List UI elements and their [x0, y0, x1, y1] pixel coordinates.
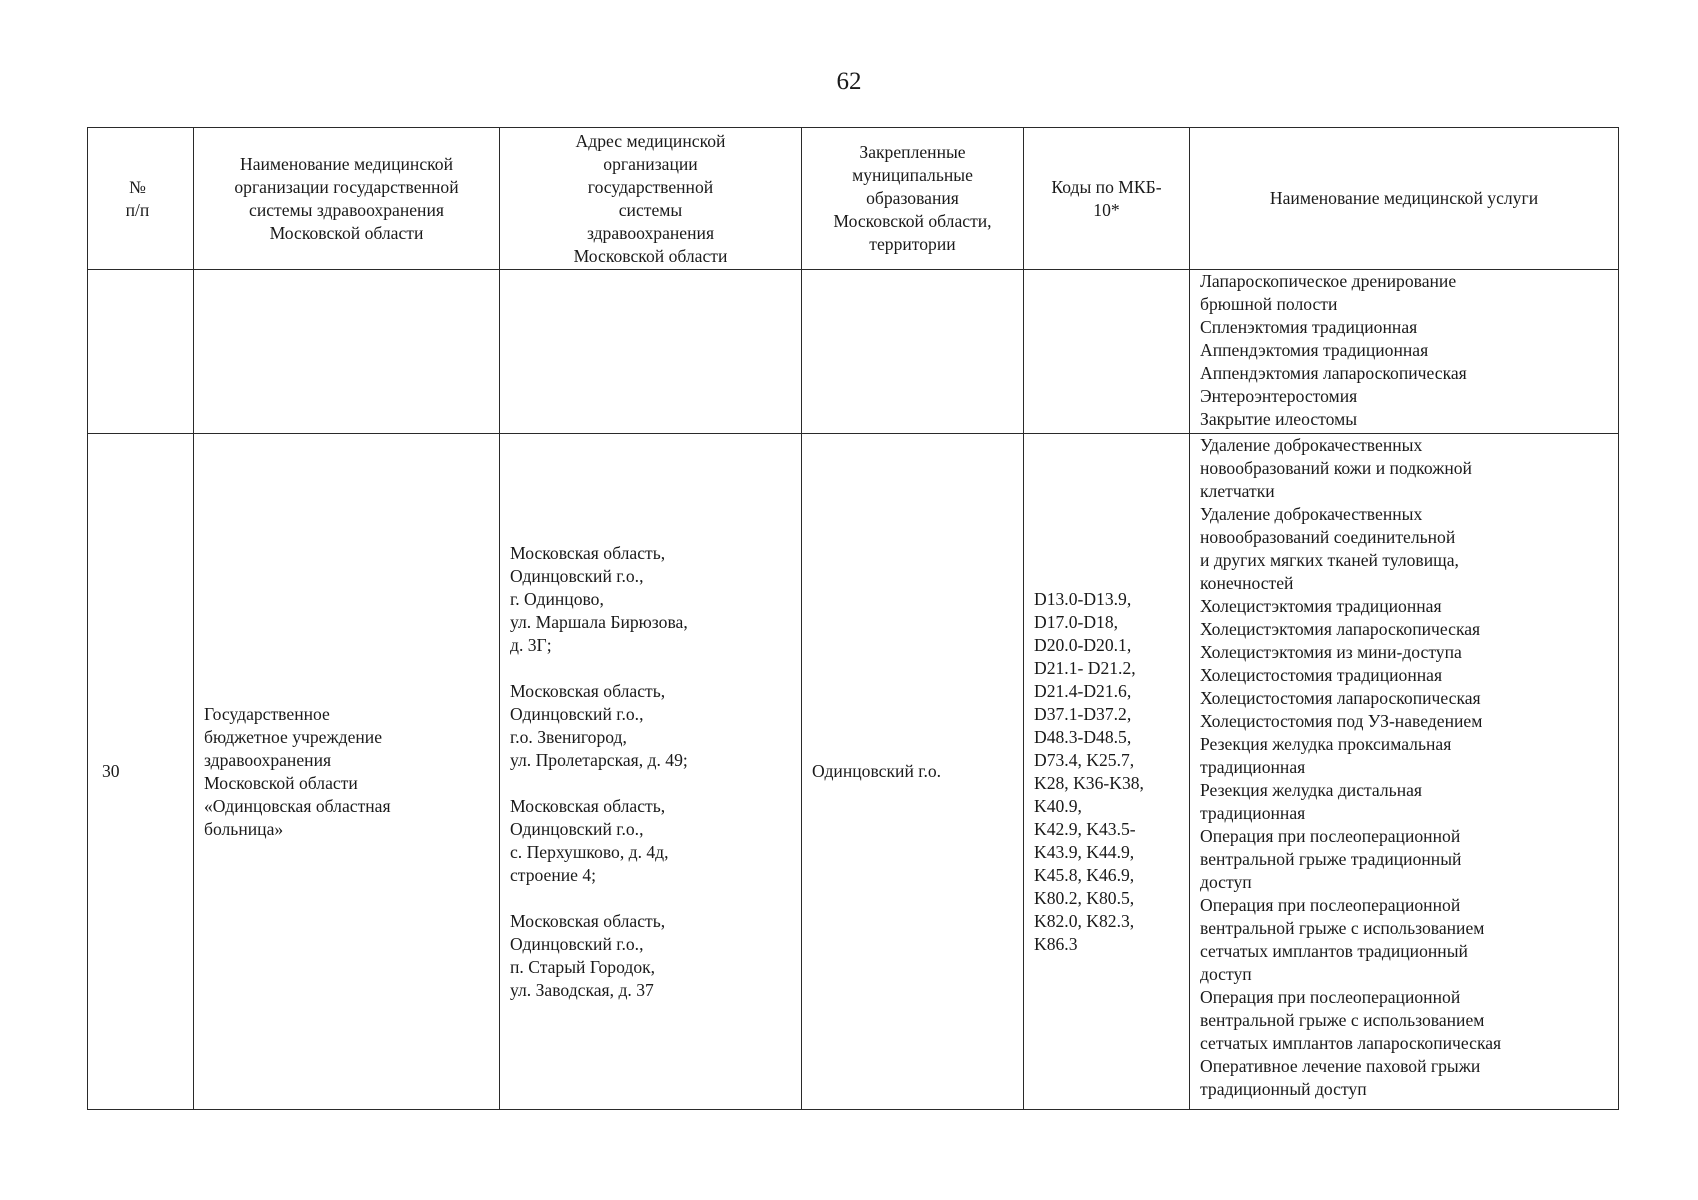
empty-cell: [802, 270, 1024, 434]
service-line: Холецистостомия лапароскопическая: [1200, 688, 1481, 708]
address-cell: [500, 434, 802, 1110]
service-line: Операция при послеоперационной: [1200, 987, 1461, 1007]
header-icd-codes: Коды по МКБ- 10*: [1024, 128, 1190, 270]
service-line: доступ: [1200, 964, 1252, 984]
organization-name: Государственное бюджетное учреждение здравоохранения Московской области «Одинцовская областная больница»: [204, 703, 391, 839]
service-line: сетчатых имплантов лапароскопическая: [1200, 1033, 1502, 1053]
service-line: и других мягких тканей туловища,: [1200, 550, 1459, 570]
address-entry: Московская область, Одинцовский г.о., г. Одинцово, ул. Маршала Бирюзова, д. 3Г;: [510, 542, 688, 655]
service-line: Удаление доброкачественных: [1200, 504, 1423, 524]
row-number: 30: [88, 434, 194, 1110]
service-line: клетчатки: [1200, 481, 1275, 501]
service-line: доступ: [1200, 872, 1252, 892]
service-line: Удаление доброкачественных: [1200, 435, 1423, 455]
header-organization: Наименование медицинской организации государственной системы здравоохранения Московской области: [194, 128, 500, 270]
service-line: вентральной грыже с использованием: [1200, 918, 1485, 938]
service-line: конечностей: [1200, 573, 1294, 593]
service-line: Холецистэктомия лапароскопическая: [1200, 619, 1481, 639]
service-line: брюшной полости: [1200, 294, 1338, 314]
service-line: новообразований кожи и подкожной: [1200, 458, 1472, 478]
service-line: сетчатых имплантов традиционный: [1200, 941, 1468, 961]
service-line: Аппендэктомия лапароскопическая: [1200, 363, 1467, 383]
service-line: Закрытие илеостомы: [1200, 409, 1358, 429]
address-entry: Московская область, Одинцовский г.о., г.о. Звенигород, ул. Пролетарская, д. 49;: [510, 680, 688, 770]
address-entry: Московская область, Одинцовский г.о., с. Перхушково, д. 4д, строение 4;: [510, 795, 669, 885]
service-line: Операция при послеоперационной: [1200, 895, 1461, 915]
service-line: Холецистостомия традиционная: [1200, 665, 1443, 685]
service-line: Холецистэктомия из мини-доступа: [1200, 642, 1462, 662]
service-line: новообразований соединительной: [1200, 527, 1456, 547]
icd-codes-cell: [1024, 434, 1190, 1110]
service-line: Спленэктомия традиционная: [1200, 317, 1418, 337]
empty-cell: [88, 270, 194, 434]
service-line: Энтероэнтеростомия: [1200, 386, 1358, 406]
table-header-row: [88, 128, 1619, 270]
services-table: [87, 127, 1619, 1110]
table-row: [88, 434, 1619, 1110]
service-line: Операция при послеоперационной: [1200, 826, 1461, 846]
header-address: Адрес медицинской организации государственной системы здравоохранения Московской области: [500, 128, 802, 270]
service-line: Резекция желудка дистальная: [1200, 780, 1423, 800]
service-line: Резекция желудка проксимальная: [1200, 734, 1452, 754]
service-line: традиционная: [1200, 803, 1306, 823]
header-municipality: Закрепленные муниципальные образования Московской области, территории: [802, 128, 1024, 270]
services-cell: [1190, 270, 1619, 434]
empty-cell: [194, 270, 500, 434]
header-service-name: Наименование медицинской услуги: [1190, 128, 1619, 270]
service-line: вентральной грыже традиционный: [1200, 849, 1462, 869]
service-line: Оперативное лечение паховой грыжи: [1200, 1056, 1481, 1076]
empty-cell: [500, 270, 802, 434]
page-number: 62: [836, 68, 862, 95]
table-row: [88, 270, 1619, 434]
organization-cell: [194, 434, 500, 1110]
service-line: вентральной грыже с использованием: [1200, 1010, 1485, 1030]
service-line: традиционный доступ: [1200, 1079, 1367, 1099]
address-entry: Московская область, Одинцовский г.о., п. Старый Городок, ул. Заводская, д. 37: [510, 910, 666, 1000]
service-line: Аппендэктомия традиционная: [1200, 340, 1429, 360]
services-cell: [1190, 434, 1619, 1110]
empty-cell: [1024, 270, 1190, 434]
service-line: Лапароскопическое дренирование: [1200, 271, 1457, 291]
header-number: № п/п: [88, 128, 194, 270]
municipality-name: Одинцовский г.о.: [812, 761, 942, 781]
service-line: традиционная: [1200, 757, 1306, 777]
service-line: Холецистостомия под УЗ-наведением: [1200, 711, 1483, 731]
service-line: Холецистэктомия традиционная: [1200, 596, 1442, 616]
municipality-cell: [802, 434, 1024, 1110]
icd-codes: D13.0-D13.9, D17.0-D18, D20.0-D20.1, D21.1- D21.2, D21.4-D21.6, D37.1-D37.2, D48.3-D48.5, D73.4, K25.7, K28, K36-K38, K40.9, K42.9, K43.5- K43.9, K44.9, K45.8, K46.9, K80.2, K80.5, K82.0, K82.3, K86.3: [1034, 588, 1144, 954]
